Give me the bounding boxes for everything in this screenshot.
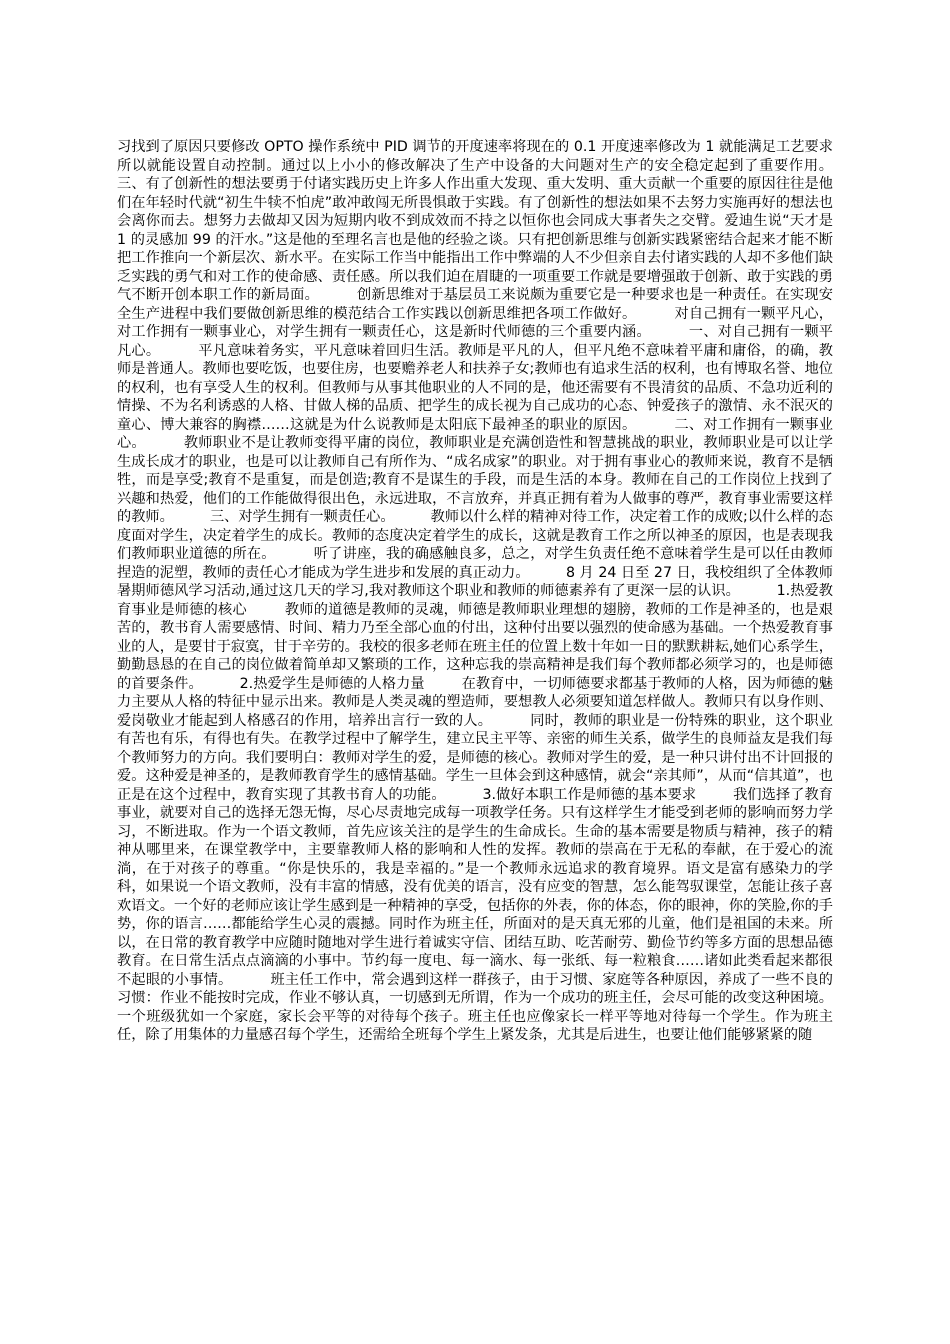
document-body-text: 习找到了原因只要修改 OPTO 操作系统中 PID 调节的开度速率将现在的 0.1 开度速率修改为 1 就能满足工艺要求所以就能设置自动控制。通过以上小小的修改解决了生产中设备的大问题对生产的安全稳定起到了重要作用。 三、有了创新性的想法要勇于付诸实践历史上许多人作出重大发现、重大发明、重大贡献一个重要的原因往往是他们在年轻时代就“初生牛犊不怕虎”敢冲敢闯无所畏惧敢于实践。有了创新性的想法如果不去努力实施再好的想法也会离你而去。想努力去做却又因为短期内收不到成效而不持之以恒你也会同成大事者失之交臂。爱迪生说“天才是 1 的灵感加 99 的汗水。”这是他的至理名言也是他的经验之谈。只有把创新思维与创新实践紧密结合起来才能不断把工作推向一个新层次、新水平。在实际工作当中能指出工作中弊端的人不少但亲自去付诸实践的人却不多他们缺乏实践的勇气和对工作的使命感、责任感。所以我们迫在眉睫的一项重要工作就是要增强敢于创新、敢于实践的勇气不断开创本职工作的新局面。 创新思维对于基层员工来说颇为重要它是一种要求也是一种责任。在实现安全生产进程中我们要做创新思维的模范结合工作实践以创新思维把各项工作做好。 对自己拥有一颗平凡心，对工作拥有一颗事业心，对学生拥有一颗责任心，这是新时代师德的三个重要内涵。 一、对自己拥有一颗平凡心。 平凡意味着务实，平凡意味着回归生活。教师是平凡的人，但平凡绝不意味着平庸和庸俗，的确，教师是普通人。教师也要吃饭，也要住房，也要赡养老人和扶养子女;教师也有追求生活的权利，也有博取名誉、地位的权利，也有享受人生的权利。但教师与从事其他职业的人不同的是，他还需要有不畏清贫的品质、不急功近利的情操、不为名利诱惑的人格、甘做人梯的品质、把学生的成长视为自己成功的心态、钟爱孩子的激情、永不泯灭的童心、博大兼容的胸襟……这就是为什么说教师是太阳底下最神圣的职业的原因。 二、对工作拥有一颗事业心。 教师职业不是让教师变得平庸的岗位，教师职业是充满创造性和智慧挑战的职业，教师职业是可以让学生成长成才的职业，也是可以让教师自己有所作为、“成名成家”的职业。对于拥有事业心的教师来说，教育不是牺牲，而是享受;教育不是重复，而是创造;教育不是谋生的手段，而是生活的本身。教师在自己的工作岗位上找到了兴趣和热爱，他们的工作能做得很出色，永远进取，不言放弃，并真正拥有着为人做事的尊严，教育事业需要这样的教师。 三、对学生拥有一颗责任心。 教师以什么样的精神对待工作，决定着工作的成败;以什么样的态度面对学生，决定着学生的成长。教师的态度决定着学生的成长，这就是教育工作之所以神圣的原因，也是表现我们教师职业道德的所在。 听了讲座，我的确感触良多，总之，对学生负责任绝不意味着学生是可以任由教师捏造的泥塑，教师的责任心才能成为学生进步和发展的真正动力。 8 月 24 日至 27 日，我校组织了全体教师暑期师德风学习活动,通过这几天的学习,我对教师这个职业和教师的师德素养有了更深一层的认识。 1.热爱教育事业是师德的核心 教师的道德是教师的灵魂，师德是教师职业理想的翅膀，教师的工作是神圣的，也是艰苦的，教书育人需要感情、时间、精力乃至全部心血的付出，这种付出要以强烈的使命感为基础。一个热爱教育事业的人，是要甘于寂寞，甘于辛劳的。我校的很多老师在班主任的位置上数十年如一日的默默耕耘,她们心系学生，勤勤恳恳的在自己的岗位做着简单却又繁琐的工作，这种忘我的崇高精神是我们每个教师都必须学习的，也是师德的首要条件。 2.热爱学生是师德的人格力量 在教育中，一切师德要求都基于教师的人格，因为师德的魅力主要从人格的特征中显示出来。教师是人类灵魂的塑造师，要想教人必须要知道怎样做人。教师只有以身作则、爱岗敬业才能起到人格感召的作用，培养出言行一致的人。 同时，教师的职业是一份特殊的职业，这个职业有苦也有乐，有得也有失。在教学过程中了解学生，建立民主平等、亲密的师生关系，做学生的良师益友是我们每个教师努力的方向。我们要明白：教师对学生的爱，是师德的核心。教师对学生的爱，是一种只讲付出不计回报的爱。这种爱是神圣的，是教师教育学生的感情基础。学生一旦体会到这种感情，就会“亲其师”，从而“信其道”，也正是在这个过程中，教育实现了其教书育人的功能。 3.做好本职工作是师德的基本要求 我们选择了教育事业，就要对自己的选择无怨无悔，尽心尽责地完成每一项教学任务。只有这样学生才能受到老师的影响而努力学习，不断进取。作为一个语文教师，首先应该关注的是学生的生命成长。生命的基本需要是物质与精神，孩子的精神从哪里来，在课堂教学中，主要靠教师人格的影响和人性的发挥。教师的崇高在于无私的奉献，在于爱心的流淌，在于对孩子的尊重。“你是快乐的，我是幸福的。”是一个教师永远追求的教育境界。语文是富有感染力的学科，如果说一个语文教师，没有丰富的情感，没有优美的语言，没有应变的智慧，怎么能驾驭课堂，怎能让孩子喜欢语文。一个好的老师应该让学生感到是一种精神的享受，包括你的外表，你的体态，你的眼神，你的笑脸,你的手势，你的语言……都能给学生心灵的震撼。同时作为班主任，所面对的是天真无邪的儿童，他们是祖国的未来。所以，在日常的教育教学中应随时随地对学生进行着诚实守信、团结互助、吃苦耐劳、勤俭节约等多方面的思想品德教育。在日常生活点点滴滴的小事中。节约每一度电、每一滴水、每一张纸、每一粒粮食……诸如此类看起来都很不起眼的小事情。 班主任工作中，常会遇到这样一群孩子，由于习惯、家庭等各种原因，养成了一些不良的习惯：作业不能按时完成，作业不够认真，一切感到无所谓，作为一个成功的班主任，会尽可能的改变这种困境。一个班级犹如一个家庭，家长会平等的对待每个孩子。班主任也应像家长一样平等地对待每一个学生。作为班主任，除了用集体的力量感召每个学生，还需给全班每个学生上紧发条，尤其是后进生，也要让他们能够紧紧的随 <box>117 139 870 1043</box>
document-page <box>117 138 870 1045</box>
